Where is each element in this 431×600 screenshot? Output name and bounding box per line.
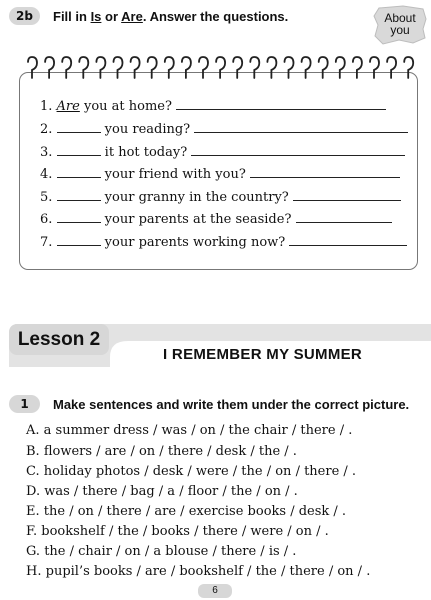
spiral-ring [79,57,88,78]
item-text: bookshelf / the / books / there / were / on / . [41,524,329,539]
spiral-ring [165,57,174,78]
lesson-label-box [9,324,109,355]
spiral-ring [387,57,396,78]
question-text: you at home? [79,99,172,114]
sentence-item [26,503,346,521]
instruction-part: . Answer the questions. [142,9,289,24]
question-text: it hot today? [100,145,188,160]
question-number: 1. [40,99,53,114]
question-text: your granny in the country? [100,190,289,205]
verb-blank[interactable] [57,232,101,246]
exercise-number-badge [9,7,40,25]
verb-blank[interactable] [57,209,101,223]
question-number: 3. [40,145,53,160]
answer-blank[interactable] [250,164,400,178]
sentence-item [26,523,329,541]
item-letter: A. [26,423,40,438]
answer-blank[interactable] [296,209,392,223]
question-number: 7. [40,235,53,250]
spiral-ring [250,57,259,78]
verb-blank[interactable] [57,142,101,156]
instruction-part: or [101,9,122,24]
item-letter: E. [26,504,40,519]
item-letter: H. [26,564,42,579]
spiral-ring [45,57,54,78]
question-text: your parents at the seaside? [100,212,292,227]
answer-blank[interactable] [289,232,407,246]
exercise-instruction: Make sentences and write them under the correct picture. [53,397,410,412]
question-line [40,119,408,137]
sentence-item [26,422,352,440]
item-text: pupil’s books / are / bookshelf / the / there / on / . [45,564,371,579]
spiral-ring [28,57,37,78]
question-text: your parents working now? [100,235,286,250]
spiral-ring [114,57,123,78]
spiral-ring [96,57,105,78]
spiral-ring [302,57,311,78]
item-text: flowers / are / on / there / desk / the / . [43,444,297,459]
spiral-ring [267,57,276,78]
sentence-item [26,563,370,581]
question-number: 6. [40,212,53,227]
question-line [40,187,401,205]
about-tag-line: About [384,11,416,25]
sentence-item [26,463,356,481]
item-text: the / on / there / are / exercise books / desk / . [43,504,347,519]
item-letter: G. [26,544,41,559]
item-letter: F. [26,524,38,539]
question-line [40,96,386,114]
item-text: holiday photos / desk / were / the / on / there / . [43,464,357,479]
notebook-spiral-icon [24,56,416,82]
item-letter: C. [26,464,40,479]
answer-blank[interactable] [191,142,405,156]
example-answer: Are [56,99,80,114]
sentence-item [26,483,298,501]
instruction-word-are: Are [121,9,143,24]
question-line [40,142,405,160]
verb-blank[interactable] [57,119,101,133]
question-line [40,209,392,227]
spiral-ring [353,57,362,78]
spiral-ring [216,57,225,78]
spiral-ring [199,57,208,78]
spiral-ring [182,57,191,78]
lesson-title: I REMEMBER MY SUMMER [163,346,363,363]
exercise-number-badge [9,395,40,413]
question-number: 4. [40,167,53,182]
spiral-ring [336,57,345,78]
spiral-ring [233,57,242,78]
verb-blank[interactable] [57,187,101,201]
instruction-part: Fill in [53,9,91,24]
question-number: 5. [40,190,53,205]
item-text: the / chair / on / a blouse / there / is / . [44,544,297,559]
item-text: was / there / bag / a / floor / the / on / . [44,484,298,499]
sentence-item [26,543,296,561]
verb-blank[interactable] [57,164,101,178]
item-letter: D. [26,484,41,499]
lesson-label: Lesson 2 [17,328,101,350]
exercise-number: 2b [16,9,33,23]
spiral-ring [62,57,71,78]
about-you-tag [373,5,427,45]
question-number: 2. [40,122,53,137]
answer-blank[interactable] [293,187,401,201]
spiral-ring [285,57,294,78]
instruction-word-is: Is [90,9,102,24]
spiral-ring [148,57,157,78]
exercise-number: 1 [20,397,29,411]
answer-blank[interactable] [194,119,408,133]
question-text: you reading? [100,122,191,137]
spiral-ring [404,57,413,78]
item-text: a summer dress / was / on / the chair / there / . [43,423,353,438]
item-letter: B. [26,444,40,459]
about-tag-line: you [390,23,410,37]
spiral-ring [319,57,328,78]
sentence-item [26,443,297,461]
exercise-instruction [53,9,288,24]
spiral-ring [131,57,140,78]
question-line [40,164,400,182]
spiral-ring [370,57,379,78]
answer-blank[interactable] [176,96,386,110]
page-number: 6 [198,584,232,598]
question-text: your friend with you? [100,167,246,182]
question-line [40,232,407,250]
